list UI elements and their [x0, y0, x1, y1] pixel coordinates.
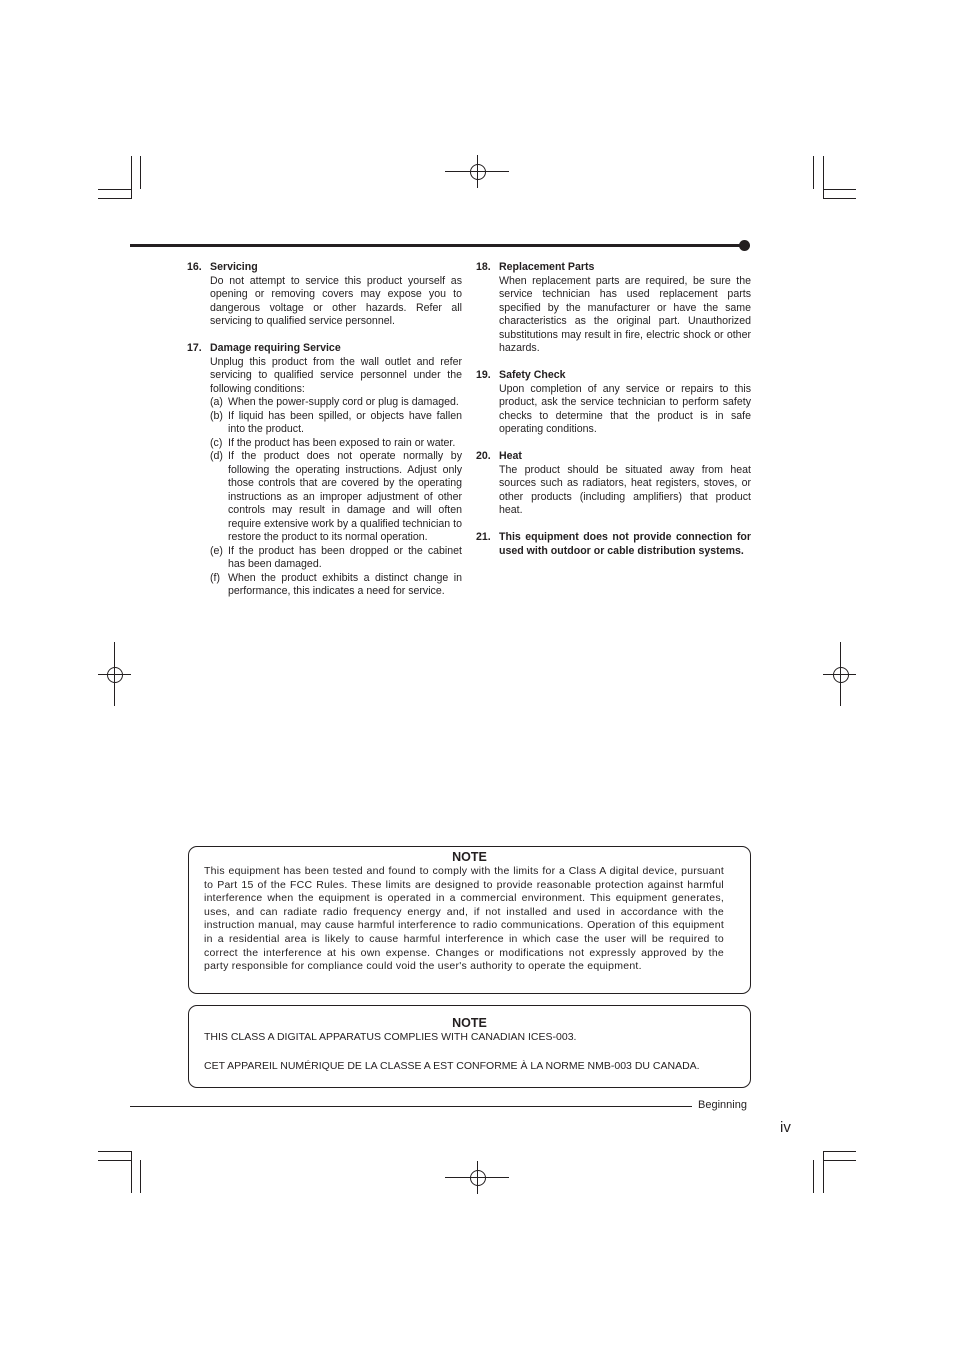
right-column: [476, 261, 751, 572]
canada-note-french: CET APPAREIL NUMÉRIQUE DE LA CLASSE A EST CONFORME À LA NORME NMB-003 DU CANADA.: [204, 1059, 700, 1072]
item-number: 16.: [187, 261, 202, 273]
condition-letter: (b): [210, 409, 223, 422]
item-title: Replacement Parts: [499, 261, 595, 273]
item-title: Damage requiring Service: [210, 342, 341, 354]
item-number: 19.: [476, 369, 491, 381]
item-number: 21.: [476, 531, 491, 543]
item-heat: [476, 450, 751, 518]
condition-f: [210, 572, 462, 599]
condition-text: If liquid has been spilled, or objects have fallen into the product.: [228, 409, 462, 435]
item-replacement-parts: [476, 261, 751, 356]
condition-text: When the product exhibits a distinct change in performance, this indicates a need for service.: [228, 571, 462, 597]
condition-d: [210, 450, 462, 545]
item-text: Unplug this product from the wall outlet and refer servicing to qualified service personnel under the following conditions:: [210, 355, 462, 395]
condition-text: If the product has been dropped or the cabinet has been damaged.: [228, 544, 462, 570]
canada-note-english: THIS CLASS A DIGITAL APPARATUS COMPLIES WITH CANADIAN ICES-003.: [204, 1031, 577, 1043]
condition-letter: (d): [210, 450, 223, 462]
item-text: The product should be situated away from heat sources such as radiators, heat registers, stoves, or other products (including amplifiers) that product heat.: [499, 463, 751, 516]
condition-text: If the product has been exposed to rain or water.: [228, 436, 456, 449]
item-number: 18.: [476, 261, 491, 273]
condition-a: [210, 396, 462, 410]
item-text: This equipment does not provide connection for used with outdoor or cable distribution systems.: [499, 531, 751, 557]
condition-text: When the power-supply cord or plug is damaged.: [228, 396, 459, 408]
condition-c: [210, 437, 462, 451]
condition-b: [210, 410, 462, 437]
condition-text: If the product does not operate normally by following the operating instructions. Adjust only those controls that are covered by the operating instructions as an improper adjustment of other controls may result in damage and will often require extensive work by a qualified technician to restore the product to its normal operation.: [228, 450, 462, 543]
left-column: [187, 261, 462, 612]
item-text: Do not attempt to service this product yourself as opening or removing covers may expose you to dangerous voltage or other hazards. Refer all servicing to qualified service personnel.: [210, 274, 462, 327]
item-title: Heat: [499, 450, 522, 462]
footer-section-label: Beginning: [698, 1099, 747, 1111]
condition-letter: (f): [210, 571, 220, 584]
item-title: Servicing: [210, 261, 258, 273]
item-number: 20.: [476, 450, 491, 462]
header-rule: [130, 244, 742, 247]
note-title: NOTE: [452, 1016, 487, 1030]
item-damage-requiring-service: [187, 342, 462, 599]
condition-letter: (a): [210, 396, 223, 408]
item-servicing: [187, 261, 462, 329]
fcc-note-box: [188, 846, 751, 994]
item-text: Upon completion of any service or repairs to this product, ask the service technician to perform safety checks to determine that the product is in safe operating conditions.: [499, 382, 751, 435]
header-rule-dot: [739, 240, 750, 251]
note-title: NOTE: [452, 850, 487, 864]
condition-letter: (e): [210, 544, 223, 557]
item-title: Safety Check: [499, 369, 566, 381]
footer-rule: [130, 1106, 692, 1107]
item-text: When replacement parts are required, be sure the service technician has used replacement parts specified by the manufacturer or have the same characteristics as the original part. Unauthorized substitutions may result in fire, electric shock or other hazards.: [499, 274, 751, 354]
item-outdoor-connection: [476, 531, 751, 558]
page-number: iv: [780, 1119, 791, 1136]
canada-note-box: [188, 1005, 751, 1088]
fcc-note-text: This equipment has been tested and found to comply with the limits for a Class A digital device, pursuant to Part 15 of the FCC Rules. These limits are designed to provide reasonable protection against harmful interference when the equipment is operated in a commercial environment. This equipment generates, uses, and can radiate radio frequency energy and, if not installed and used in accordance with the instruction manual, may cause harmful interference to radio communications. Operation of this equipment in a residential area is likely to cause harmful interference in which case the user will be required to correct the interference at his own expense. Changes or modifications not expressly approved by the party responsible for compliance could void the user's authority to operate the equipment.: [204, 865, 724, 973]
item-safety-check: [476, 369, 751, 437]
item-number: 17.: [187, 342, 202, 354]
condition-e: [210, 545, 462, 572]
condition-letter: (c): [210, 436, 223, 449]
